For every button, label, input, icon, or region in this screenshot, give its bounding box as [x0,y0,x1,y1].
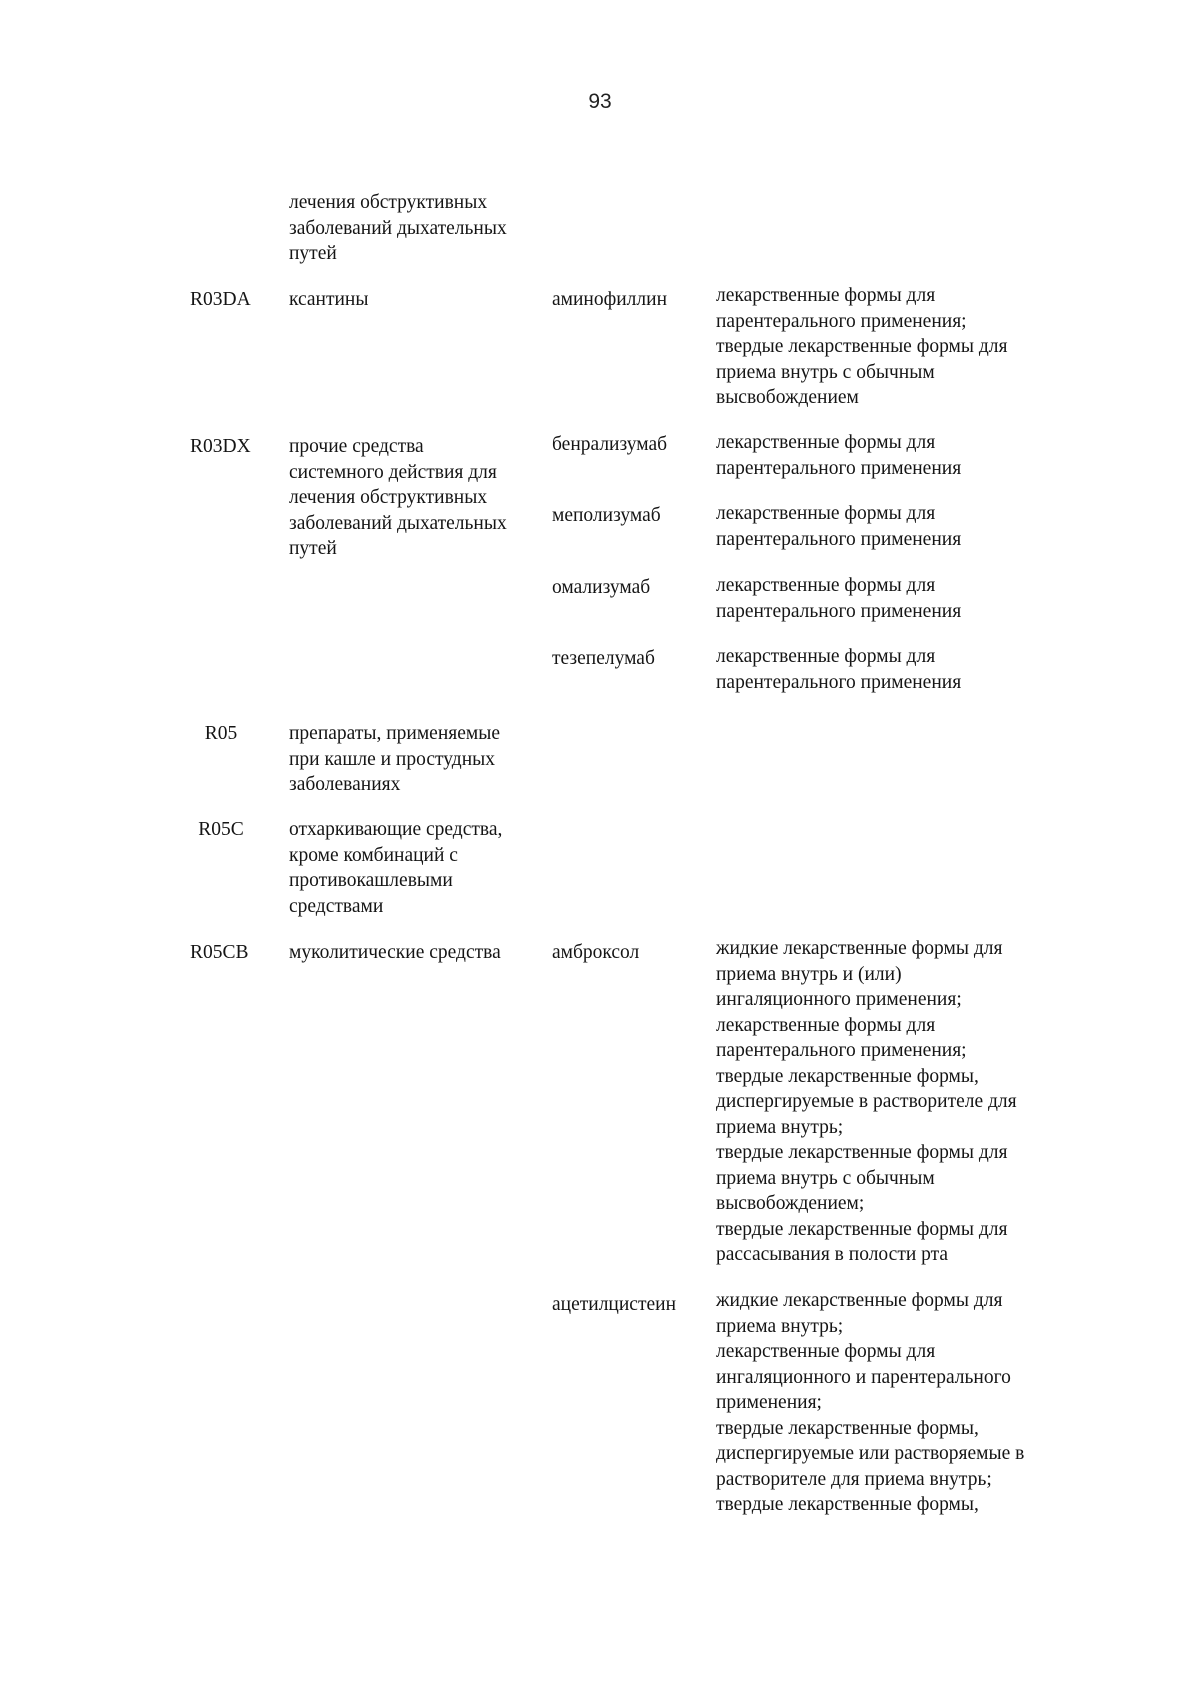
group-name: лечения обструктивных заболеваний дыхательных путей [289,192,507,264]
substance-name: ацетилцистеин [552,1294,677,1315]
atc-code: R03DX [190,436,251,457]
group-name: отхаркивающие средства, кроме комбинаций с противокашлевыми средствами [289,819,503,917]
substance-name: омализумаб [552,577,651,598]
substance-name: амброксол [552,942,640,963]
substance-name: бенрализумаб [552,434,668,455]
substance-name: меполизумаб [552,505,661,526]
group-name: прочие средства системного действия для лечения обструктивных заболеваний дыхательных путей [289,436,507,559]
group-name: препараты, применяемые при кашле и простудных заболеваниях [289,723,500,795]
substance-name: тезепелумаб [552,648,655,669]
group-name: ксантины [289,289,369,310]
dosage-forms: лекарственные формы для парентерального применения [716,575,962,622]
dosage-forms: лекарственные формы для парентерального применения; твердые лекарственные формы для приема внутрь с обычным высвобождением [716,285,1008,408]
substance-name: аминофиллин [552,289,668,310]
atc-code: R03DA [190,289,251,310]
dosage-forms: лекарственные формы для парентерального применения [716,432,962,479]
dosage-forms: лекарственные формы для парентерального применения [716,503,962,550]
dosage-forms: лекарственные формы для парентерального применения [716,646,962,693]
atc-code: R05C [198,819,244,840]
atc-code: R05 [204,723,238,744]
atc-code: R05CB [190,942,249,963]
group-name: муколитические средства [289,942,501,963]
dosage-forms: жидкие лекарственные формы для приема внутрь и (или) ингаляционного применения; лекарственные формы для парентерального применения; твердые лекарственные формы, диспергируемые в растворителе для приема внутрь; твердые лекарственные формы для приема внутрь с обычным высвобождением; твердые лекарственные формы для рассасывания в полости рта [716,938,1017,1265]
page-number: 93 [588,90,612,113]
dosage-forms: жидкие лекарственные формы для приема внутрь; лекарственные формы для ингаляционного и парентерального применения; твердые лекарственные формы, диспергируемые или растворяемые в растворителе для приема внутрь; твердые лекарственные формы, [716,1290,1025,1515]
